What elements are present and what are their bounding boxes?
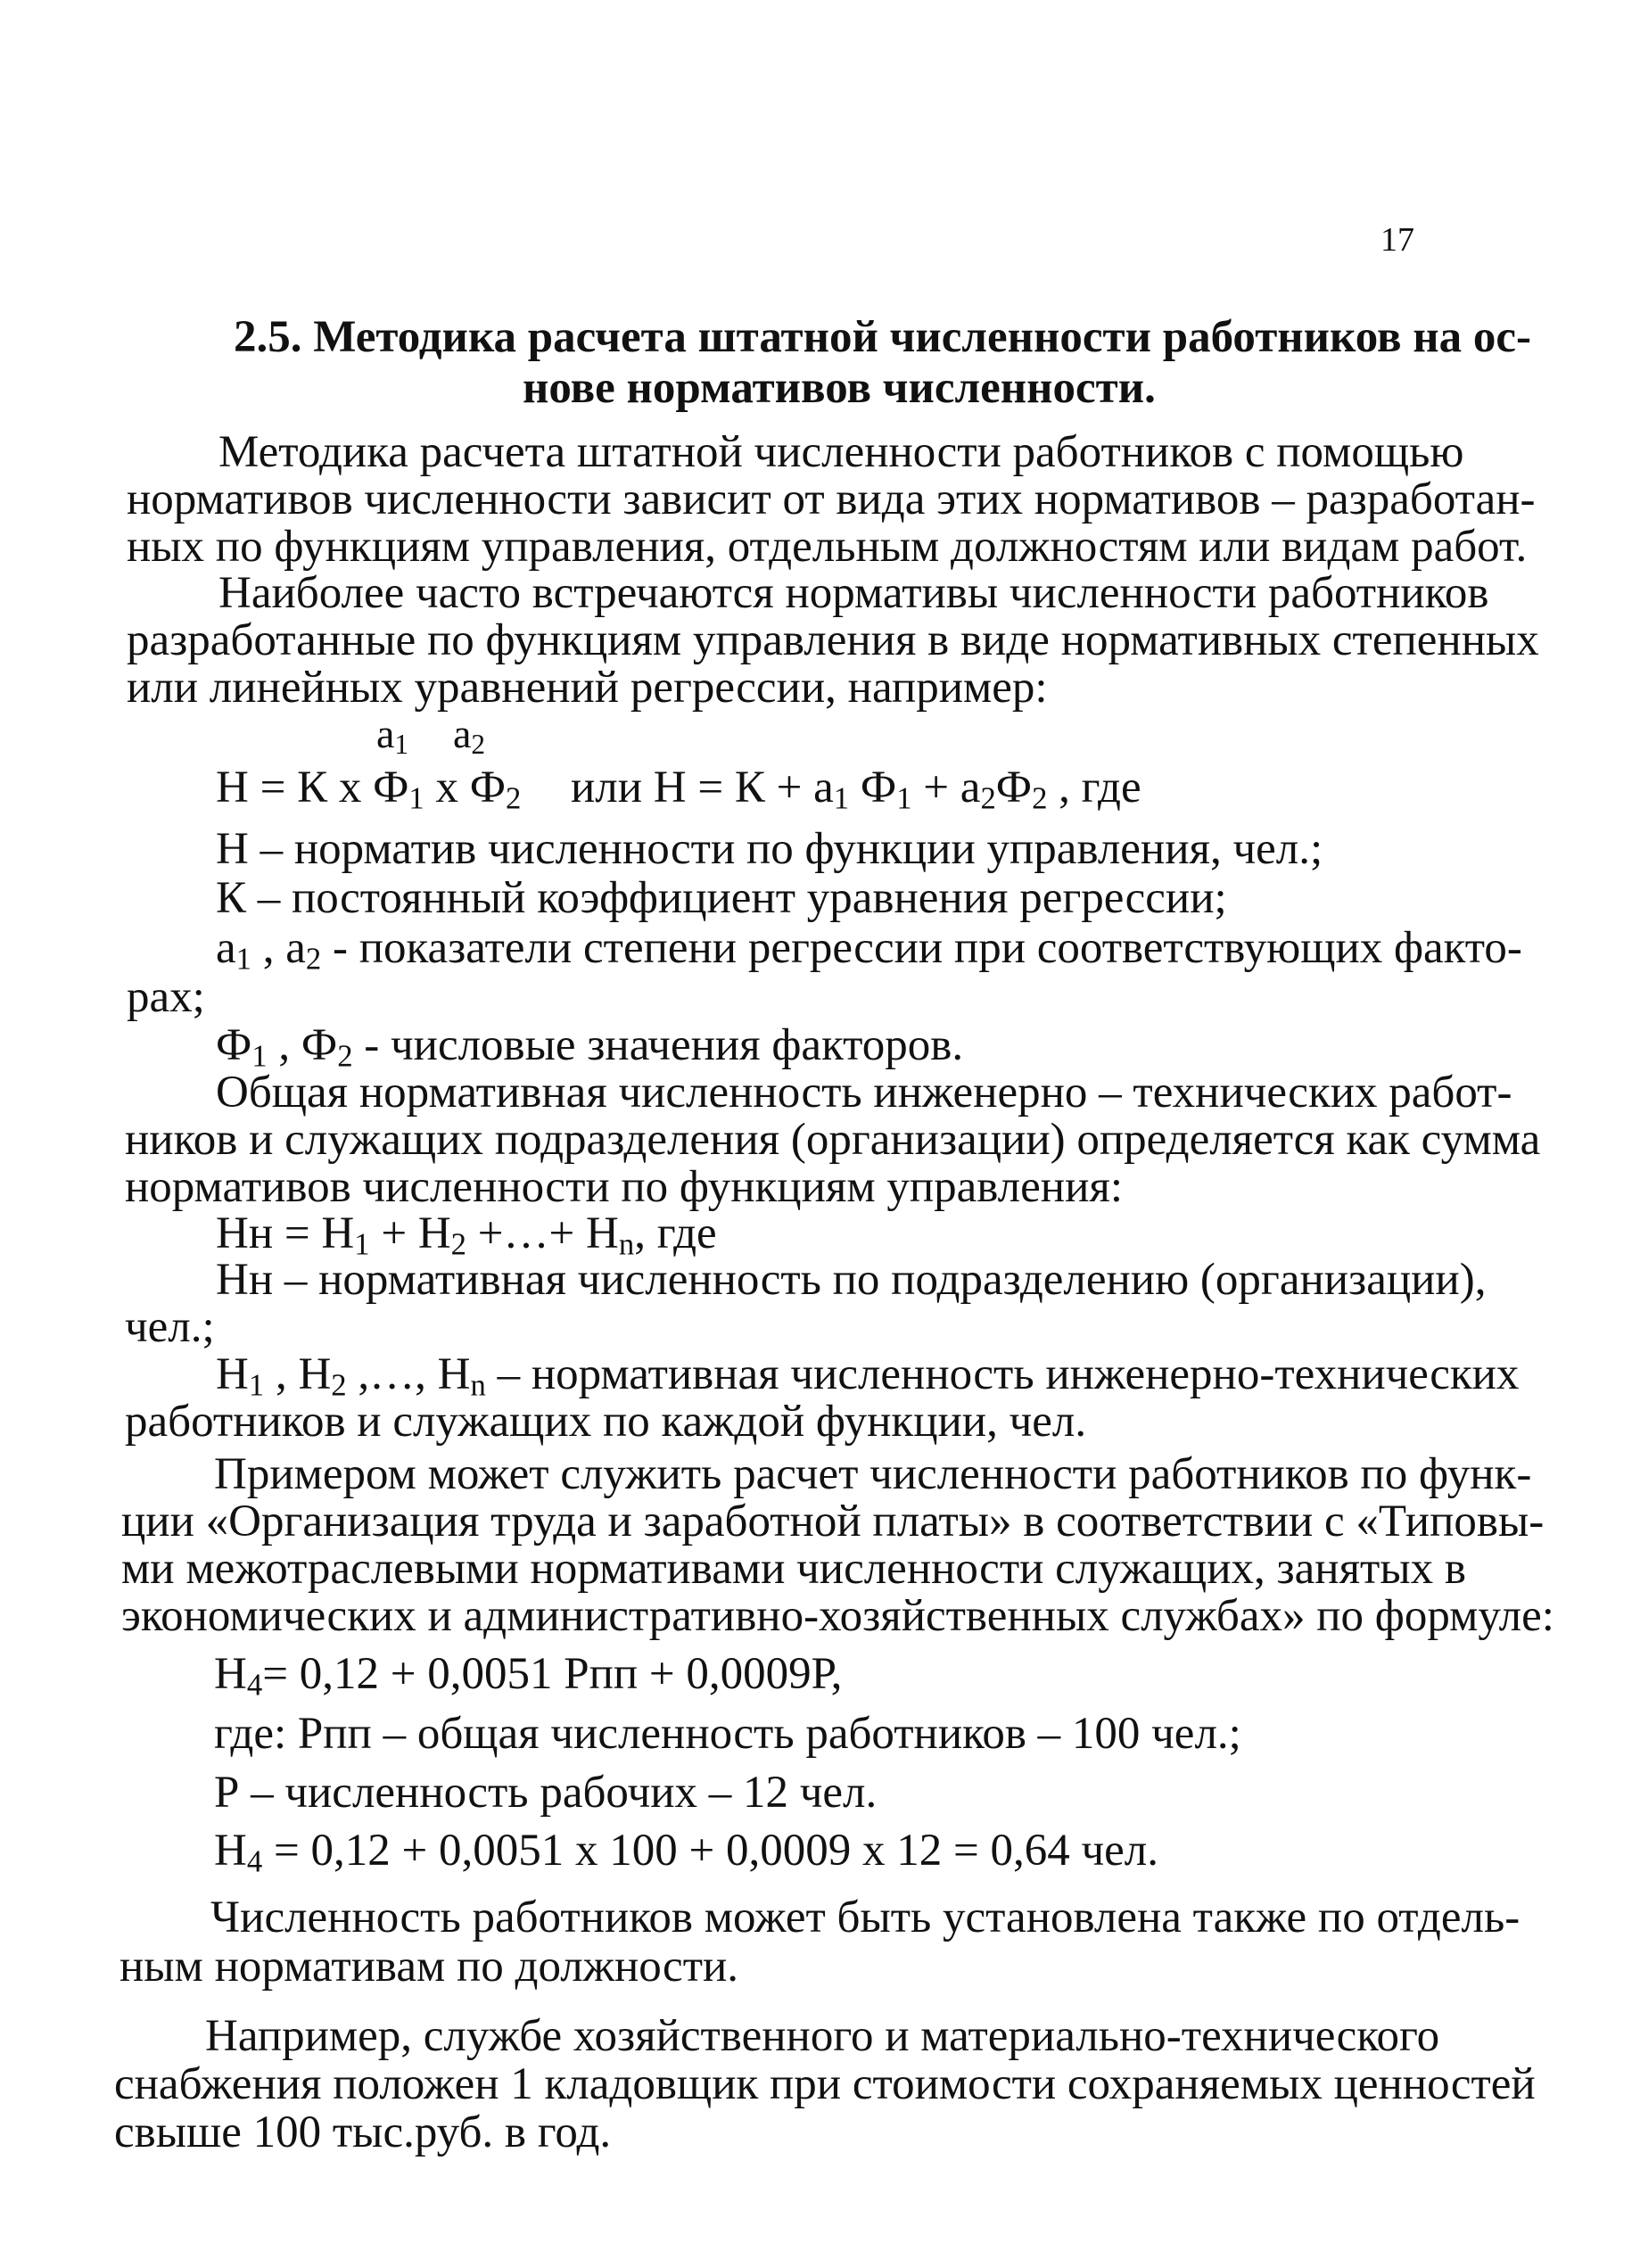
formula-1-power-equation: Н = К х $Ф_1$ х $Ф_2$: [216, 763, 522, 816]
formula-4: $Н_4 = 0,12 + 0,0051$ х 100 + 0,0009 х 12 = 0,64 чел.: [214, 1826, 1158, 1879]
definition-phi: $Ф_1$ , $Ф_2$ - числовые значения факторов.: [216, 1020, 964, 1074]
where-line-1: где: Рпп – общая численность работников – 100 чел.;: [214, 1709, 1241, 1759]
formula-1-exponent-a1: $a_1$: [376, 711, 409, 760]
definition-k: К – постоянный коэффициент уравнения регрессии;: [216, 873, 1227, 923]
paragraph-4-line-1: Примером может служить расчет численности работников по функ-: [214, 1449, 1532, 1499]
paragraph-4-line-2: ции «Организация труда и заработной платы» в соответствии с «Типовы-: [121, 1497, 1545, 1546]
definition-h-list-line-2: работников и служащих по каждой функции, чел.: [125, 1397, 1087, 1447]
where-line-2: Р – численность рабочих – 12 чел.: [214, 1768, 878, 1818]
paragraph-6-line-2: снабжения положен 1 кладовщик при стоимости сохраняемых ценностей: [114, 2059, 1536, 2109]
paragraph-3-line-2: ников и служащих подразделения (организации) определяется как сумма: [125, 1115, 1541, 1165]
definition-h-list-line-1: $Н_1$ , $Н_2$ ,…, $Н_n$ – нормативная численность инженерно-технических: [216, 1349, 1520, 1403]
section-heading-line-1: 2.5. Методика расчета штатной численности работников на ос-: [234, 312, 1532, 362]
paragraph-4-line-3: ми межотраслевыми нормативами численности служащих, занятых в: [121, 1544, 1466, 1594]
paragraph-2-line-2: разработанные по функциям управления в виде нормативных степенных: [127, 615, 1539, 665]
paragraph-1-line-1: Методика расчета штатной численности работников с помощью: [218, 427, 1464, 477]
formula-1-exponent-a2: $a_2$: [453, 711, 486, 760]
paragraph-5-line-2: ным нормативам по должности.: [119, 1942, 739, 1992]
paragraph-3-line-1: Общая нормативная численность инженерно – технических работ-: [216, 1068, 1512, 1118]
definition-a-line-2: рах;: [127, 972, 205, 1022]
paragraph-3-line-3: нормативов численности по функциям управления:: [125, 1162, 1123, 1212]
formula-1-linear-equation: или $Н = К + a_1$ $Ф_1 + a_2Ф_2$ , где: [571, 763, 1141, 816]
paragraph-6-line-1: Например, службе хозяйственного и материально-технического: [205, 2011, 1440, 2061]
definition-h: Н – норматив численности по функции управления, чел.;: [216, 824, 1323, 874]
paragraph-1-line-2: нормативов численности зависит от вида этих нормативов – разработан-: [127, 474, 1536, 524]
formula-2: Нн = $Н_1 + Н_2$ +…+ $Н_n$, где: [216, 1208, 717, 1262]
paragraph-1-line-3: ных по функциям управления, отдельным должностям или видам работ.: [127, 522, 1528, 572]
section-heading-line-2: нове нормативов численности.: [523, 363, 1156, 413]
formula-3: $Н_4= 0,12 + 0,0051$ Рпп + 0,0009Р,: [214, 1649, 843, 1703]
paragraph-4-line-4: экономических и административно-хозяйственных службах» по формуле:: [121, 1591, 1554, 1641]
definition-hn-line-1: Нн – нормативная численность по подразделению (организации),: [216, 1255, 1487, 1305]
definition-hn-line-2: чел.;: [125, 1302, 215, 1352]
paragraph-2-line-1: Наиболее часто встречаются нормативы численности работников: [218, 568, 1489, 618]
paragraph-2-line-3: или линейных уравнений регрессии, например:: [127, 663, 1048, 713]
definition-a-line-1: $a_1$ , $a_2$ - показатели степени регрессии при соответствующих факто-: [216, 923, 1522, 977]
paragraph-5-line-1: Численность работников может быть установлена также по отдель-: [210, 1893, 1521, 1942]
paragraph-6-line-3: свыше 100 тыс.руб. в год.: [114, 2107, 612, 2157]
page-number: 17: [1380, 221, 1414, 259]
